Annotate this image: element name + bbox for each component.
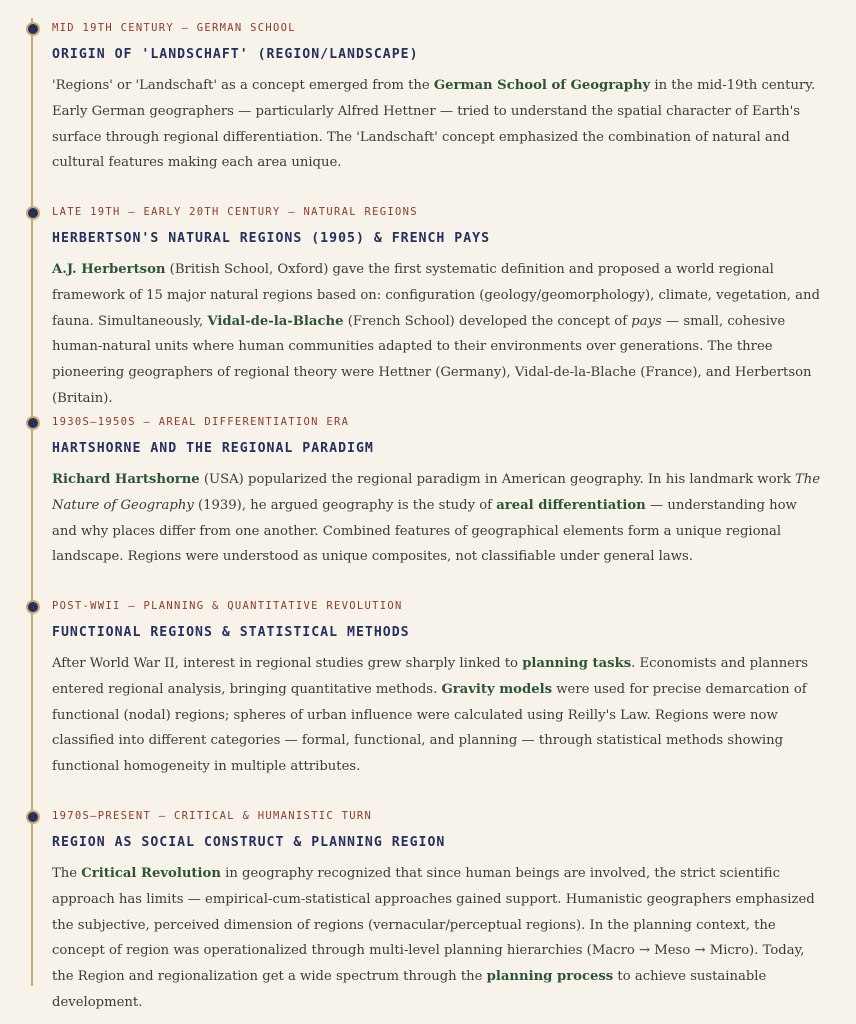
entry-body (52, 861, 822, 1016)
entry-era: 1930S–1950S — AREAL DIFFERENTIATION ERA (52, 416, 350, 428)
paragraph-text: in the mid-19th century. Early German geographers — particularly Alfred Hettner — tried to understand the spatial character of Earth's surface through regional differentiation. The 'Landschaft' concept emphasized the combination of natural and cultural features making each area unique. (52, 78, 816, 171)
italic-term: pays (631, 313, 662, 329)
timeline-entry (52, 205, 822, 412)
paragraph-text: to achieve sustainable development. (52, 969, 767, 1010)
highlighted-term: Richard Hartshorne (52, 472, 200, 487)
timeline-entry (52, 809, 822, 1016)
highlighted-term: Critical Revolution (81, 866, 221, 881)
paragraph-text: — understanding how and why places differ from one another. Combined features of geographical elements form a unique regional landscape. Regions were understood as unique composites, not classifiable under general laws. (52, 497, 797, 565)
timeline-marker-icon (26, 206, 40, 220)
timeline-entry (52, 415, 822, 570)
paragraph-text: (French School) developed the concept of (343, 313, 632, 329)
entry-body (52, 257, 822, 412)
paragraph-text: (1939), he argued geography is the study of (193, 497, 497, 513)
paragraph-text: (USA) popularized the regional paradigm in American geography. In his landmark work (199, 472, 796, 487)
highlighted-term: areal differentiation (496, 497, 646, 513)
italic-term: The Nature of Geography (52, 472, 821, 513)
timeline-marker-icon (26, 22, 40, 36)
entry-title: HARTSHORNE AND THE REGIONAL PARADIGM (52, 441, 374, 456)
paragraph-text: 'Regions' or 'Landschaft' as a concept emerged from the (52, 78, 434, 93)
entry-title: HERBERTSON'S NATURAL REGIONS (1905) & FRENCH PAYS (52, 231, 491, 246)
paragraph-text: in geography recognized that since human beings are involved, the strict scientific approach has limits — empirical-cum-statistical approaches gained support. Humanistic geographers emphasized the subjective, perceived dimension of regions (vernacular/perceptual regions). In the planning context, the concept of region was operationalized through multi-level planning hierarchies (Macro → Meso → Micro). Today, the Region and regionalization get a wide spectrum through the (52, 866, 815, 985)
highlighted-term: Gravity models (441, 681, 553, 697)
paragraph-text: After World War II, interest in regional studies grew sharply linked to (52, 656, 523, 671)
timeline-entry (52, 599, 822, 780)
highlighted-term: German School of Geography (433, 78, 651, 93)
timeline-marker-icon (26, 810, 40, 824)
paragraph-text: — small, cohesive human-natural units where human communities adapted to their environments over generations. The three pioneering geographers of regional theory were Hettner (Germany), Vidal-de-la-Blache (France), and Herbertson (Britain). (52, 313, 812, 406)
entry-body (52, 467, 822, 570)
highlighted-term: planning process (486, 969, 614, 985)
paragraph-text: (British School, Oxford) gave the first systematic definition and proposed a world regional framework of 15 major natural regions based on: configuration (geology/geomorphology), climate, vegetation, and fauna. Simultaneously, (52, 262, 820, 329)
timeline-line (31, 18, 33, 986)
paragraph-text: The (52, 866, 82, 881)
paragraph-text: were used for precise demarcation of functional (nodal) regions; spheres of urban influence were calculated using Reilly's Law. Regions were now classified into different categories — formal, functional, and planning — through statistical methods showing functional homogeneity in multiple attributes. (52, 681, 807, 775)
entry-era: 1970S–PRESENT — CRITICAL & HUMANISTIC TURN (52, 810, 373, 822)
entry-title: FUNCTIONAL REGIONS & STATISTICAL METHODS (52, 625, 410, 640)
entry-title: ORIGIN OF 'LANDSCHAFT' (REGION/LANDSCAPE) (52, 47, 419, 62)
timeline-entry (52, 21, 822, 176)
entry-body (52, 651, 822, 780)
entry-era: POST-WWII — PLANNING & QUANTITATIVE REVOLUTION (52, 600, 403, 612)
entry-era: MID 19TH CENTURY — GERMAN SCHOOL (52, 22, 296, 34)
entry-era: LATE 19TH – EARLY 20TH CENTURY — NATURAL REGIONS (52, 206, 418, 218)
entry-body (52, 73, 822, 176)
paragraph-text: . Economists and planners entered regional analysis, bringing quantitative methods. (52, 656, 809, 697)
timeline-marker-icon (26, 600, 40, 614)
highlighted-term: planning tasks (522, 656, 632, 671)
timeline-marker-icon (26, 416, 40, 430)
highlighted-term: Vidal-de-la-Blache (207, 313, 344, 329)
entry-title: REGION AS SOCIAL CONSTRUCT & PLANNING REGION (52, 835, 446, 850)
highlighted-term: A.J. Herbertson (52, 262, 166, 277)
